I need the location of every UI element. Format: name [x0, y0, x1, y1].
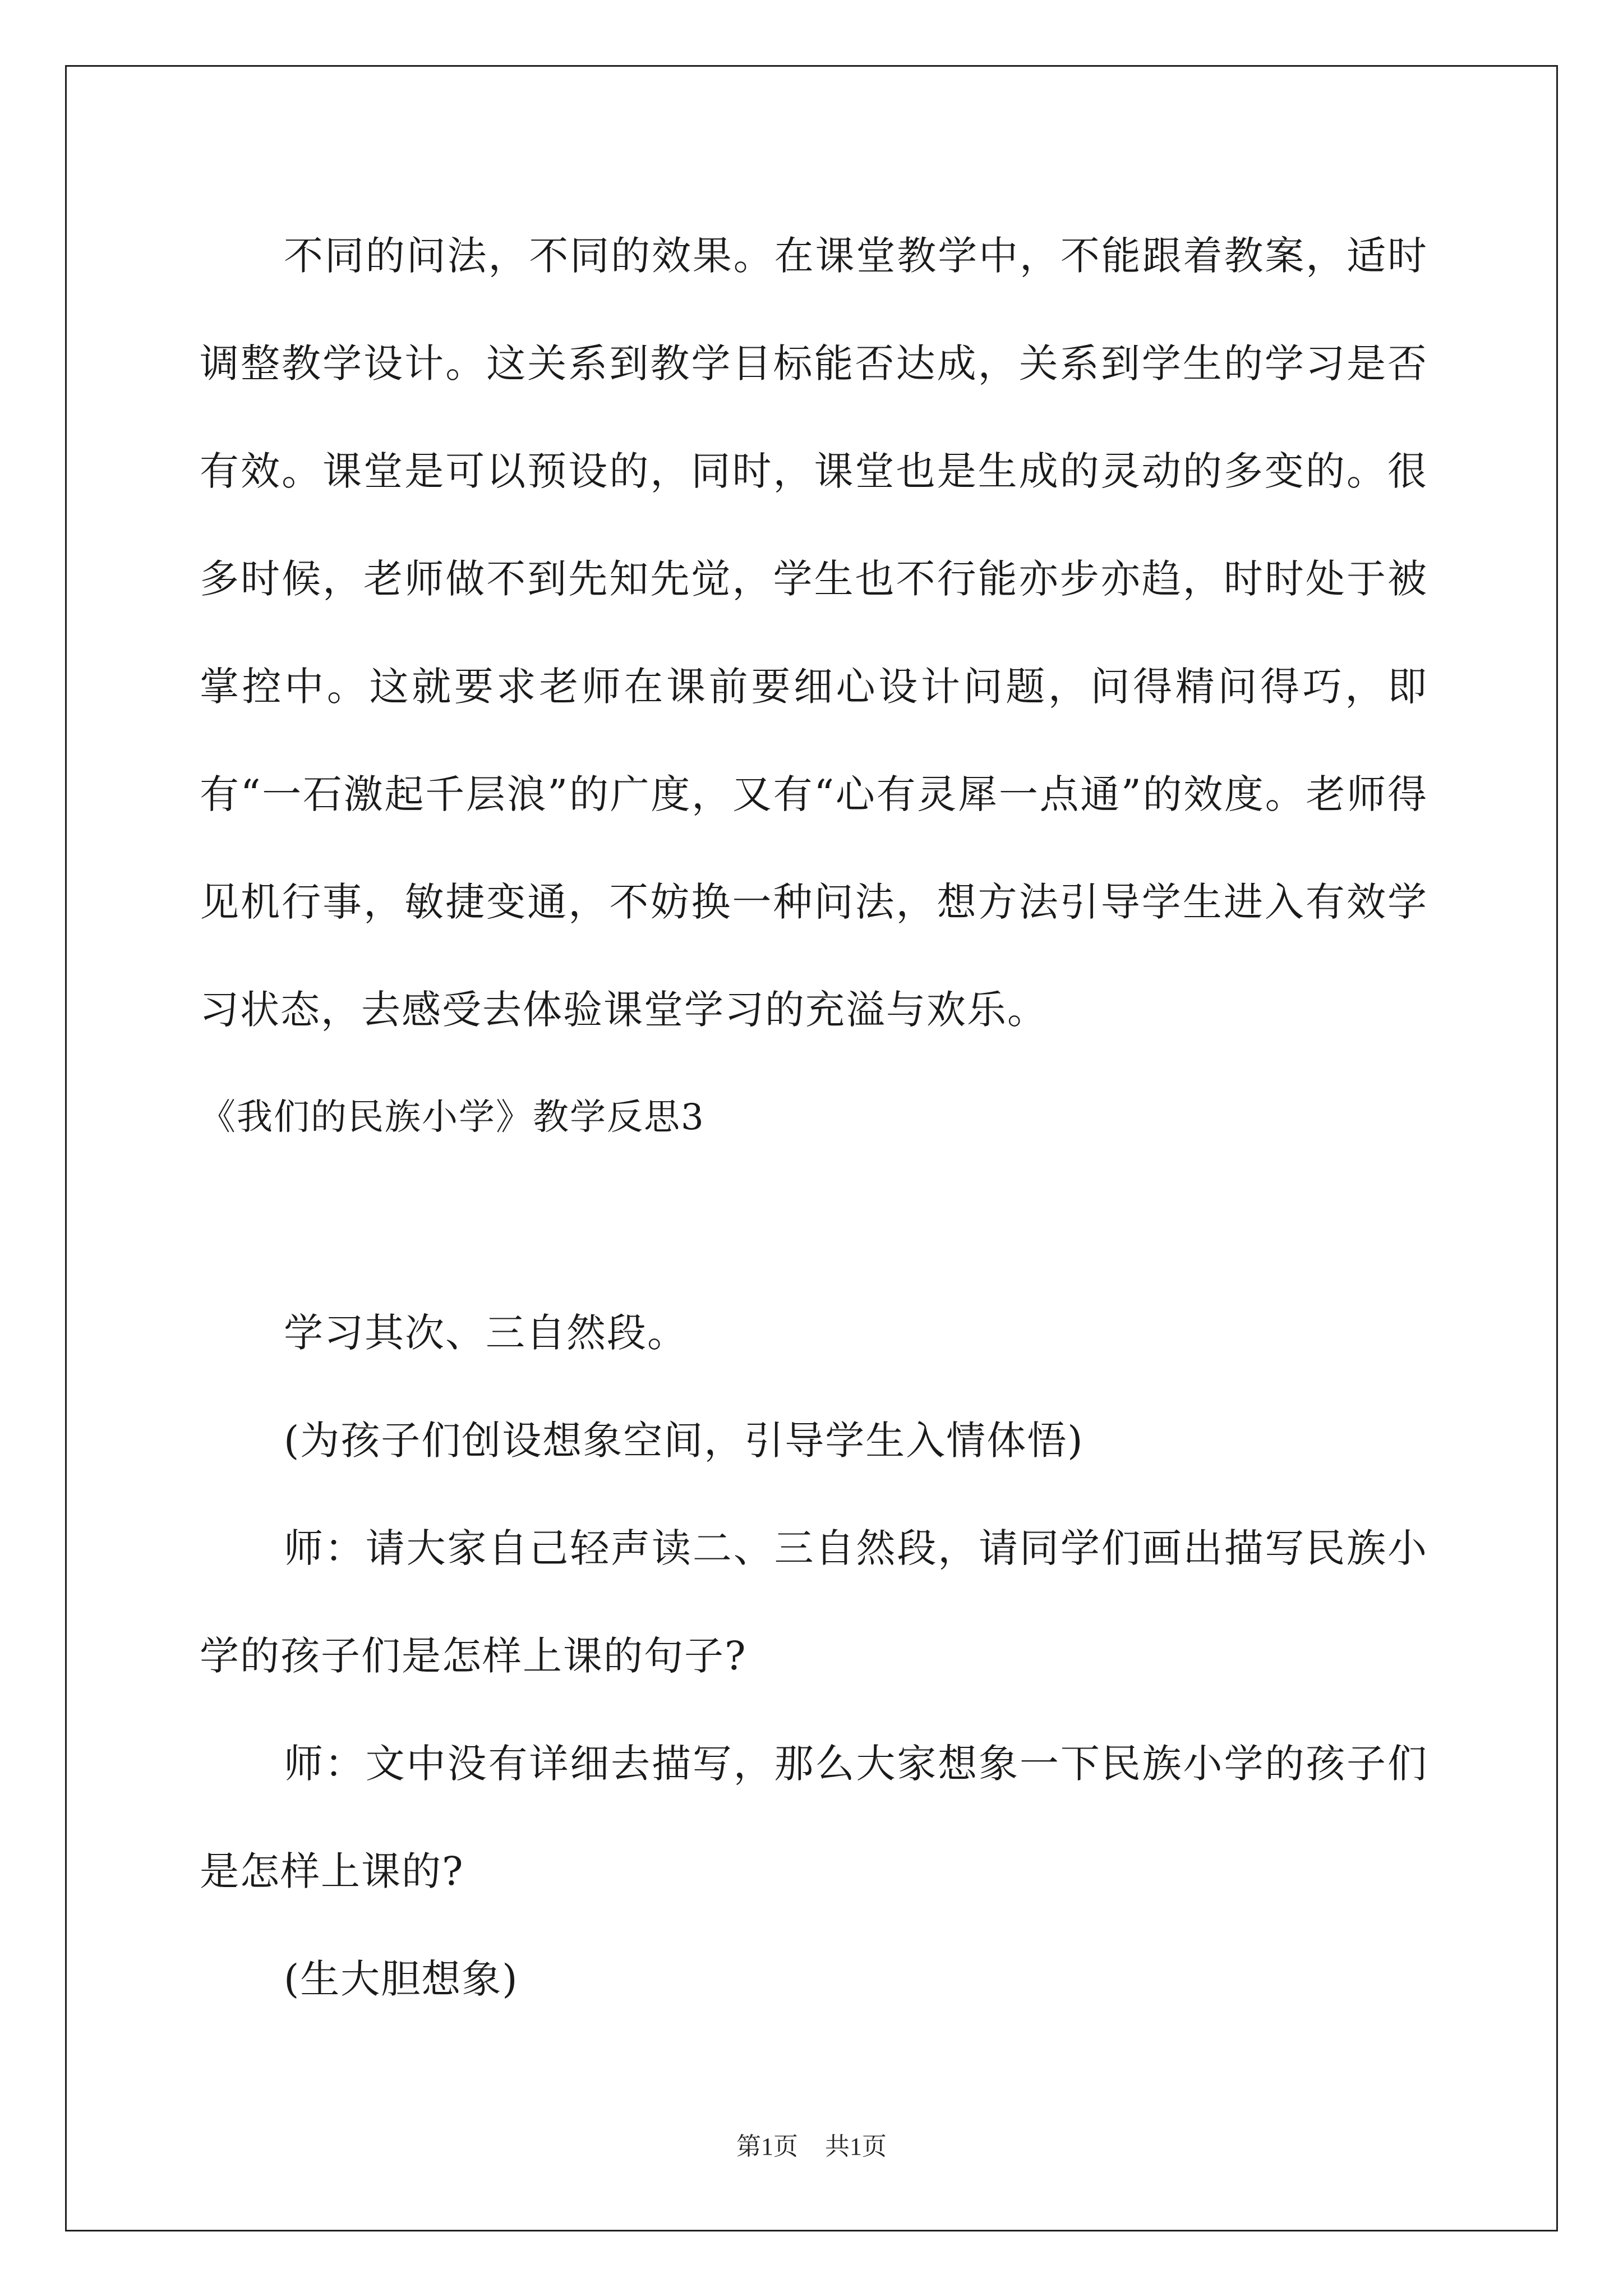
page-number-total: 共1页	[825, 2133, 887, 2160]
paragraph: (为孩子们创设想象空间，引导学生入情体悟)	[284, 1418, 1084, 1464]
paragraph: (生大胆想象)	[284, 1956, 519, 2002]
section-title: 《我们的民族小学》教学反思3	[200, 1097, 705, 1138]
blank-line	[200, 1171, 1428, 1279]
paragraph: 师：文中没有详细去描写，那么大家想象一下民族小学的孩子们是怎样上课的?	[200, 1741, 1428, 1894]
document-body	[200, 202, 1428, 2033]
page-footer	[0, 2126, 1623, 2162]
page-number-current: 第1页	[736, 2133, 798, 2160]
paragraph: 不同的问法，不同的效果。在课堂教学中，不能跟着教案，适时调整教学设计。这关系到教学目标能否达成，关系到学生的学习是否有效。课堂是可以预设的，同时，课堂也是生成的灵动的多变的。很多时候，老师做不到先知先觉，学生也不行能亦步亦趋，时时处于被掌控中。这就要求老师在课前要细心设计问题，问得精问得巧，即有“一石激起千层浪”的广度，又有“心有灵犀一点通”的效度。老师得见机行事，敏捷变通，不妨换一种问法，想方法引导学生进入有效学习状态，去感受去体验课堂学习的充溢与欢乐。	[200, 233, 1428, 1033]
paragraph: 师：请大家自己轻声读二、三自然段，请同学们画出描写民族小学的孩子们是怎样上课的句子?	[200, 1525, 1428, 1679]
paragraph: 学习其次、三自然段。	[284, 1310, 688, 1356]
